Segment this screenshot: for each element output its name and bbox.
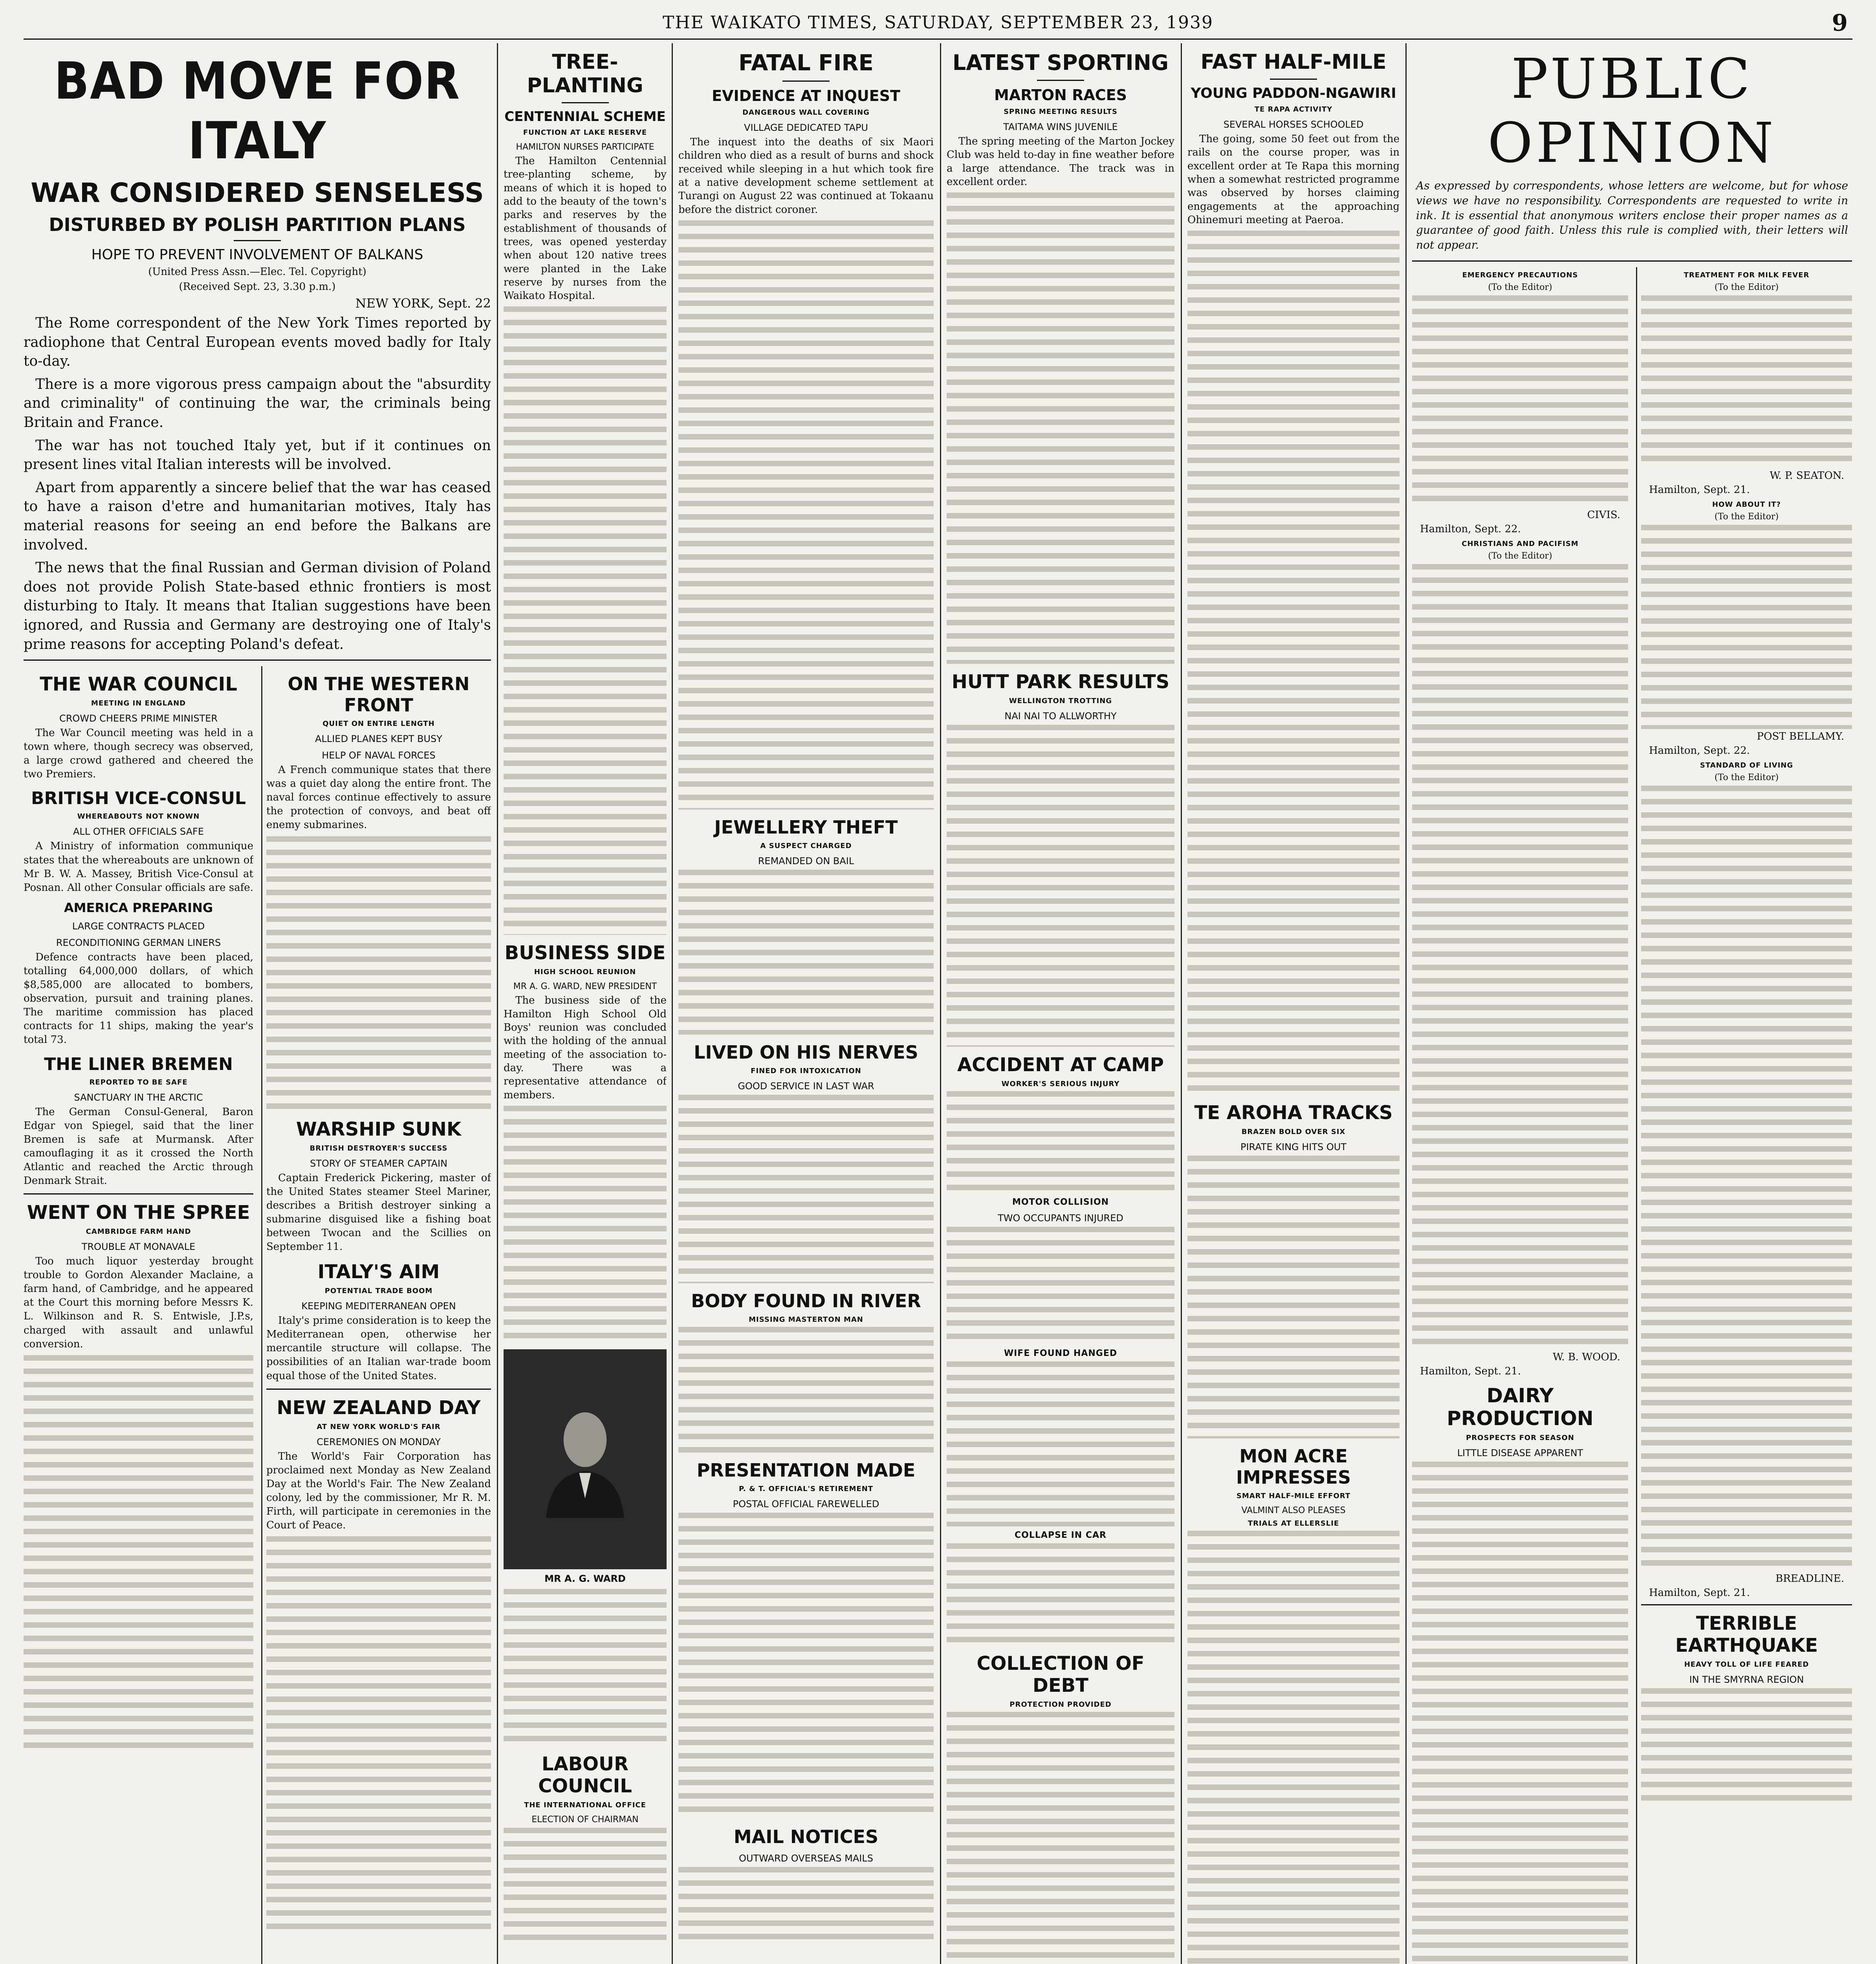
deck-inquest: EVIDENCE AT INQUEST (712, 87, 900, 104)
letter-body (1641, 525, 1852, 729)
headline-italys-aim: ITALY'S AIM (317, 1261, 440, 1283)
divider (24, 660, 491, 661)
sub-war-council-2: CROWD CHEERS PRIME MINISTER (59, 713, 218, 724)
sub-collision: TWO OCCUPANTS INJURED (998, 1213, 1123, 1224)
briefs-left (24, 666, 253, 1964)
page-number: 9 (1832, 9, 1849, 36)
headline-bad-move: BAD MOVE FOR ITALY (54, 51, 461, 170)
sub-bremen-2: SANCTUARY IN THE ARCTIC (74, 1092, 203, 1103)
headline-dairy: DAIRY PRODUCTION (1447, 1384, 1594, 1430)
to-editor: (To the Editor) (1488, 282, 1552, 292)
sub-river: MISSING MASTERTON MAN (749, 1315, 863, 1324)
column-rule (497, 43, 498, 1964)
column-rule (940, 43, 941, 1964)
letters (1412, 267, 1852, 1964)
headline-accident-camp: ACCIDENT AT CAMP (957, 1054, 1164, 1076)
body-text-block (947, 1091, 1174, 1193)
body-text-block (24, 1355, 253, 1748)
to-editor: (To the Editor) (1488, 551, 1552, 561)
race-results (947, 192, 1174, 664)
briefs-right (261, 666, 491, 1964)
letter-heading: TREATMENT FOR MILK FEVER (1684, 271, 1810, 279)
to-editor: (To the Editor) (1714, 511, 1779, 522)
sub-war-council: MEETING IN ENGLAND (91, 699, 186, 708)
headline-nz-day: NEW ZEALAND DAY (277, 1396, 481, 1419)
article-paragraph: Italy's prime consideration is to keep the Mediterranean open, otherwise her mercantile structure will collapse. The possibilities of an Italian war-trade boom equal those of the United States. (266, 1315, 491, 1382)
article-paragraph: The inquest into the deaths of six Maori children who died as a result of burns and shock received while sleeping in a hut which took fire at a native development scheme settlement at Turangi on August 22 was continued at Tokaanu before the district coroner. (678, 136, 934, 216)
article-paragraph: The going, some 50 feet out from the rails on the course proper, was in excellent order at Te Rapa this morning when a somewhat restricted programme was observed by horses claiming engagements at the approaching Ohinemuri meeting at Paeroa. (1187, 133, 1400, 226)
headline-fast-half-mile: FAST HALF-MILE (1200, 50, 1387, 74)
article-paragraph: The business side of the Hamilton High School Old Boys' reunion was concluded with the holding of the annual meeting of the association to-day. There was a representative attendance of members. (504, 995, 667, 1101)
sub-dairy: PROSPECTS FOR SEASON (1466, 1433, 1574, 1442)
column-racing (1187, 43, 1400, 1964)
divider (1641, 1604, 1852, 1605)
body-text-block (504, 1828, 667, 1946)
letter-location: Hamilton, Sept. 21. (1649, 484, 1750, 496)
letter-body (1412, 295, 1628, 507)
headline-tree-planting: TREE-PLANTING (527, 50, 643, 97)
headline-hutt-park: HUTT PARK RESULTS (951, 671, 1170, 693)
divider (1270, 79, 1317, 80)
deck-schooled: SEVERAL HORSES SCHOOLED (1223, 119, 1364, 130)
body-text-block (1187, 1156, 1400, 1438)
letter-heading: STANDARD OF LIVING (1700, 761, 1794, 769)
sub-earthquake: HEAVY TOLL OF LIFE FEARED (1684, 1660, 1809, 1669)
sub-italys-aim-2: KEEPING MEDITERRANEAN OPEN (301, 1301, 456, 1312)
divider (266, 1389, 491, 1390)
race-results (947, 725, 1174, 1047)
column-rule (672, 43, 673, 1964)
body-text-block (678, 870, 934, 1035)
body-text-block (947, 1361, 1174, 1526)
article-paragraph: The Rome correspondent of the New York Times reported by radiophone that Central European events moved badly for Italy to-day. (24, 315, 491, 370)
body-text-block (947, 1227, 1174, 1345)
headline-earthquake: TERRIBLE EARTHQUAKE (1675, 1612, 1818, 1656)
sub-te-aroha-2: PIRATE KING HITS OUT (1240, 1141, 1347, 1153)
sub-warship: BRITISH DESTROYER'S SUCCESS (310, 1144, 448, 1152)
sub-labour-2: ELECTION OF CHAIRMAN (531, 1814, 639, 1825)
headline-mon-acre: MON ACRE IMPRESSES (1236, 1446, 1351, 1488)
deck-war-senseless: WAR CONSIDERED SENSELESS (31, 178, 484, 209)
body-text-block (678, 220, 934, 810)
article-paragraph: A Ministry of information communique states that the whereabouts are unknown of Mr B. W. A. Massey, British Vice-Consul at Posnan. All other Consular officials are safe. (24, 840, 253, 894)
deck-spring-results: SPRING MEETING RESULTS (1004, 108, 1118, 116)
deck-tapu: VILLAGE DEDICATED TAPU (744, 122, 868, 133)
column-sporting (947, 43, 1174, 1964)
headline-motor-collision: MOTOR COLLISION (1012, 1197, 1109, 1207)
article-paragraph: The Hamilton Centennial tree-planting scheme, by means of which it is hoped to add to the beauty of the town's parks and reserves by the establishment of thousands of trees, was opened yesterday when about 120 native trees were planted in the Lake reserve by nurses from the Waikato Hospital. (504, 155, 667, 302)
letter-heading: EMERGENCY PRECAUTIONS (1462, 271, 1578, 279)
deck-taitama: TAITAMA WINS JUVENILE (1003, 121, 1118, 132)
sub-business: HIGH SCHOOL REUNION (534, 968, 636, 977)
headline-america: AMERICA PREPARING (64, 900, 213, 915)
letter-signature: CIVIS. (1587, 509, 1620, 521)
headline-mail-notices: MAIL NOTICES (733, 1826, 879, 1847)
sub-spree-2: TROUBLE AT MONAVALE (81, 1241, 196, 1253)
body-text-block (947, 1543, 1174, 1645)
sub-presentation-2: POSTAL OFFICIAL FAREWELLED (733, 1498, 879, 1510)
deck-marton-races: MARTON RACES (994, 86, 1127, 104)
body-text-block (266, 1536, 491, 1929)
divider (234, 240, 281, 241)
column-tree-planting (504, 43, 667, 1964)
letter-heading: HOW ABOUT IT? (1712, 500, 1781, 509)
sub-nz-day: AT NEW YORK WORLD'S FAIR (317, 1422, 441, 1431)
letter-signature: W. P. SEATON. (1770, 469, 1844, 482)
to-editor: (To the Editor) (1714, 772, 1779, 782)
letter-signature: W. B. WOOD. (1553, 1351, 1620, 1363)
column-rule (1181, 43, 1182, 1964)
article-paragraph: Too much liquor yesterday brought trouble to Gordon Alexander Maclaine, a farm hand, of Cambridge, and he appeared at the Court this morning before Messrs K. L. Wilkinson and R. S. Entwisle, J.P.s, charged with assault and unlawful conversion. (24, 1255, 253, 1350)
sub-dairy-2: LITTLE DISEASE APPARENT (1457, 1447, 1583, 1458)
sub-western: QUIET ON ENTIRE LENGTH (322, 720, 435, 728)
sub-vice-consul: WHEREABOUTS NOT KNOWN (77, 812, 200, 821)
sub-accident: WORKER'S SERIOUS INJURY (1001, 1080, 1120, 1088)
sub-warship-2: STORY OF STEAMER CAPTAIN (310, 1158, 448, 1169)
body-text-block (504, 306, 667, 935)
sub-nerves: FINED FOR INTOXICATION (751, 1066, 861, 1075)
deck-polish-partition: DISTURBED BY POLISH PARTITION PLANS (49, 214, 466, 235)
war-briefs (24, 666, 491, 1964)
letter-signature: BREADLINE. (1775, 1572, 1844, 1585)
divider (24, 1193, 253, 1195)
sub-western-2: ALLIED PLANES KEPT BUSY (315, 733, 442, 745)
headline-collection-debt: COLLECTION OF DEBT (976, 1653, 1145, 1697)
body-text-block (678, 1327, 934, 1453)
to-editor: (To the Editor) (1714, 282, 1779, 292)
article-paragraph: The World's Fair Corporation has proclaimed next Monday as New Zealand Day at the World's Fair. The New Zealand colony, led by the commissioner, Mr R. M. Firth, will participate in ceremonies in the Court of Peace. (266, 1450, 491, 1532)
headline-business-side: BUSINESS SIDE (504, 942, 666, 964)
sub-mon-acre-2: VALMINT ALSO PLEASES (1241, 1506, 1346, 1516)
sub-america: LARGE CONTRACTS PLACED (72, 920, 205, 932)
article-paragraph: Defence contracts have been placed, totalling 64,000,000 dollars, of which $8,585,000 are allocated to bombers, observation, pursuit and training planes. The maritime commission has placed contracts for 11 ships, making the year's total 73. (24, 951, 253, 1046)
deck-young-paddon: YOUNG PADDON-NGAWIRI (1191, 85, 1396, 101)
sub-business-2: MR A. G. WARD, NEW PRESIDENT (513, 982, 657, 992)
divider (782, 81, 830, 82)
sub-mon-acre-3: TRIALS AT ELLERSLIE (1248, 1519, 1339, 1528)
letter-body (1641, 786, 1852, 1571)
portrait-photo (504, 1349, 667, 1569)
divider (562, 102, 609, 103)
article-paragraph: The spring meeting of the Marton Jockey Club was held to-day in fine weather before a large attendance. The track was in excellent order. (947, 136, 1174, 188)
masthead (24, 7, 1852, 40)
sub-jewellery-2: REMANDED ON BAIL (758, 855, 854, 867)
article-paragraph: A French communique states that there was a quiet day along the entire front. The naval forces continue effectively to assure the protection of convoys, and beat off enemy submarines. (266, 764, 491, 831)
section-title-public-opinion: PUBLIC OPINION (1488, 47, 1777, 175)
deck-wall-covering: DANGEROUS WALL COVERING (742, 108, 870, 117)
headline-te-aroha: TE AROHA TRACKS (1194, 1102, 1393, 1124)
letter-location: Hamilton, Sept. 22. (1420, 523, 1521, 535)
headline-wife-found: WIFE FOUND HANGED (1004, 1348, 1118, 1359)
letters-right (1636, 267, 1852, 1964)
letter-location: Hamilton, Sept. 22. (1649, 744, 1750, 757)
letter-location: Hamilton, Sept. 21. (1649, 1587, 1750, 1599)
headline-vice-consul: BRITISH VICE-CONSUL (31, 788, 246, 809)
dateline: NEW YORK, Sept. 22 (355, 296, 491, 311)
headline-labour-council: LABOUR COUNCIL (538, 1753, 632, 1797)
received-line: (Received Sept. 23, 3.30 p.m.) (179, 281, 336, 293)
body-text-block (1187, 1531, 1400, 1964)
body-text-block (678, 1867, 934, 1946)
article-paragraph: The news that the final Russian and German division of Poland does not provide Polish State-based ethnic frontiers is most disturbing to Italy. It means that Italian suggestions have been ignored, and Russia and Germany are destroying one of Italy's prime reasons for accepting Poland's defeat. (24, 560, 491, 652)
article-paragraph: The German Consul-General, Baron Edgar von Spiegel, said that the liner Bremen is safe at Murmansk. After camouflaging it as it crossed the North Atlantic and reached the Arctic through Denmark Strait. (24, 1106, 253, 1187)
credit-line: (United Press Assn.—Elec. Tel. Copyright) (148, 266, 366, 278)
headline-war-council: THE WAR COUNCIL (40, 673, 237, 696)
deck-te-rapa: TE RAPA ACTIVITY (1254, 105, 1333, 114)
headline-latest-sporting: LATEST SPORTING (952, 50, 1169, 75)
sub-te-aroha: BRAZEN BOLD OVER SIX (1241, 1128, 1346, 1136)
headline-spree: WENT ON THE SPREE (27, 1202, 250, 1224)
body-text-block (947, 1712, 1174, 1964)
section-intro: As expressed by correspondents, whose letters are welcome, but for whose views we have no responsibility. Correspondents are requested to write in ink. It is essential that anonymous writers enclose their proper names as a guarantee of good faith. Unless this rule is complied with, their letters will not appear. (1416, 179, 1848, 252)
sub-earthquake-2: IN THE SMYRNA REGION (1689, 1674, 1804, 1685)
body-text-block (504, 1589, 667, 1746)
portrait-figure (536, 1360, 634, 1558)
sub-nerves-2: GOOD SERVICE IN LAST WAR (738, 1080, 874, 1092)
headline-collapse-car: COLLAPSE IN CAR (1015, 1530, 1107, 1541)
letter-heading: CHRISTIANS AND PACIFISM (1462, 539, 1579, 548)
column-war-news (24, 43, 491, 1964)
column-public-opinion (1412, 43, 1852, 1964)
photo-caption: MR A. G. WARD (544, 1573, 626, 1584)
body-text-block (1641, 1688, 1852, 1806)
article-paragraph: There is a more vigorous press campaign about the "absurdity and criminality" of continuing the war, the criminals being Britain and France. (24, 376, 491, 431)
sub-nz-day-2: CEREMONIES ON MONDAY (317, 1436, 441, 1447)
headline-lived-on-nerves: LIVED ON HIS NERVES (694, 1041, 918, 1063)
article-paragraph: The War Council meeting was held in a town where, though secrecy was observed, a large crowd gathered and cheered the two Premiers. (24, 727, 253, 780)
sub-mon-acre: SMART HALF-MILE EFFORT (1236, 1492, 1351, 1500)
divider (1412, 260, 1852, 262)
sub-western-3: HELP OF NAVAL FORCES (322, 750, 436, 761)
headline-fatal-fire: FATAL FIRE (738, 50, 874, 76)
sub-america-2: RECONDITIONING GERMAN LINERS (56, 937, 221, 948)
sub-debt: PROTECTION PROVIDED (1009, 1700, 1112, 1709)
article-paragraph: The war has not touched Italy yet, but if it continues on present lines vital Italian interests will be involved. (24, 437, 491, 473)
sub-hutt: WELLINGTON TROTTING (1009, 697, 1112, 705)
divider (1037, 80, 1084, 81)
headline-western-front: ON THE WESTERN FRONT (288, 673, 470, 716)
body-text-block (678, 1095, 934, 1283)
deck-centennial: CENTENNIAL SCHEME (504, 109, 666, 125)
sub-spree: CAMBRIDGE FARM HAND (86, 1228, 191, 1236)
deck-balkans: HOPE TO PREVENT INVOLVEMENT OF BALKANS (91, 247, 423, 263)
letter-body (1412, 564, 1628, 1350)
headline-presentation: PRESENTATION MADE (696, 1459, 916, 1481)
headline-warship-sunk: WARSHIP SUNK (296, 1118, 462, 1140)
letter-body (1641, 295, 1852, 468)
headline-bremen: THE LINER BREMEN (44, 1054, 233, 1074)
body-text-block (504, 1106, 667, 1341)
sub-labour: THE INTERNATIONAL OFFICE (524, 1801, 646, 1809)
masthead-title: THE WAIKATO TIMES, SATURDAY, SEPTEMBER 23, 1939 (663, 13, 1213, 33)
body-text-block (266, 836, 491, 1111)
column-rule (1405, 43, 1407, 1964)
column-fatal-fire (678, 43, 934, 1964)
body-text-block (1412, 1462, 1628, 1964)
deck-nurses: HAMILTON NURSES PARTICIPATE (516, 142, 654, 152)
sub-hutt-2: NAI NAI TO ALLWORTHY (1004, 711, 1117, 722)
article-paragraph: Apart from apparently a sincere belief that the war has ceased to have a raison d'etre and humanitarian motives, Italy has material reasons for seeing an end before the Balkans are involved. (24, 479, 491, 553)
sub-bremen: REPORTED TO BE SAFE (89, 1078, 188, 1086)
letter-signature: POST BELLAMY. (1757, 730, 1844, 742)
sub-jewellery: A SUSPECT CHARGED (760, 841, 852, 850)
sub-vice-consul-2: ALL OTHER OFFICIALS SAFE (73, 826, 204, 837)
sub-presentation: P. & T. OFFICIAL'S RETIREMENT (738, 1484, 874, 1493)
headline-jewellery-theft: JEWELLERY THEFT (714, 816, 898, 838)
headline-body-in-river: BODY FOUND IN RIVER (691, 1290, 921, 1312)
article-paragraph: Captain Frederick Pickering, master of the United States steamer Steel Mariner, describes a British destroyer sinking a submarine disguised like a fishing boat between Twocan and the Scillies on September 11. (266, 1172, 491, 1253)
letters-left (1412, 267, 1628, 1964)
sub-italys-aim: POTENTIAL TRADE BOOM (324, 1287, 433, 1295)
body-text-block (1187, 231, 1400, 1095)
sub-mail: OUTWARD OVERSEAS MAILS (739, 1852, 873, 1864)
deck-lake-reserve: FUNCTION AT LAKE RESERVE (523, 128, 647, 137)
letter-location: Hamilton, Sept. 21. (1420, 1365, 1521, 1377)
body-text-block (678, 1513, 934, 1819)
